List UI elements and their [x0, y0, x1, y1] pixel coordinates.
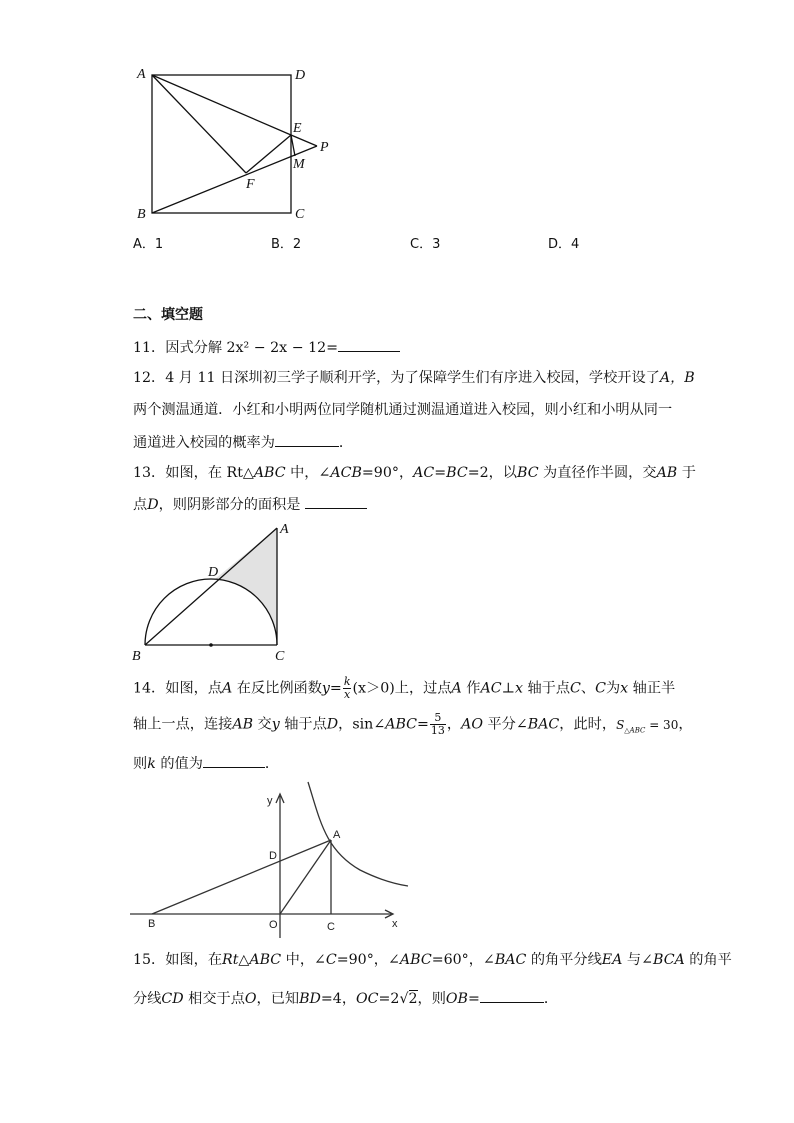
label-d: D: [269, 850, 277, 862]
question-14-line3: 则k 的值为 ．: [133, 753, 279, 774]
option-b: B．2: [271, 237, 302, 252]
segment-ep: [291, 135, 317, 146]
label-d: D: [208, 565, 219, 580]
figure-hyperbola: [130, 780, 410, 945]
label-c: C: [327, 921, 335, 933]
label-b: B: [137, 207, 146, 222]
question-11: 11．因式分解 2x² − 2x − 12=: [133, 337, 400, 358]
question-15-line1: 15．如图，在Rt△ABC 中，∠C=90°，∠ABC=60°，∠BAC 的角平分线EA 与∠BCA 的角平: [133, 952, 732, 968]
label-b: B: [148, 918, 156, 930]
question-13-line1: 13．如图，在 Rt△ABC 中，∠ACB=90°，AC=BC=2，以BC 为直径作半圆，交AB 于: [133, 465, 696, 481]
segment-af: [152, 75, 246, 173]
label-c: C: [275, 649, 285, 664]
answer-blank-12[interactable]: [275, 432, 339, 447]
question-14-line1: 14．如图，点A 在反比例函数y= $\frac{k}{x}$ (x＞0)上，过点A 作AC⊥x 轴于点C、C为x 轴正半: [133, 675, 676, 701]
sqrt-symbol: √2: [399, 991, 418, 1007]
fraction-5-over-13: $\frac{5}{13}$: [430, 711, 445, 737]
option-c: C．3: [410, 237, 441, 252]
label-b: B: [132, 649, 141, 664]
figure-semicircle: [130, 518, 300, 668]
option-a: A．1: [133, 237, 164, 252]
label-e: E: [293, 121, 302, 136]
label-c: C: [295, 207, 305, 222]
answer-blank-13[interactable]: [305, 494, 367, 509]
label-y: y: [267, 795, 273, 807]
answer-blank-11[interactable]: [338, 337, 400, 352]
label-p: P: [320, 140, 329, 155]
label-a: A: [333, 829, 341, 841]
question-12-line2: 两个测温通道．小红和小明两位同学随机通过测温通道进入校园，则小红和小明从同一: [133, 402, 673, 418]
fraction-k-over-x: $\frac{k}{x}$: [343, 675, 351, 701]
section-title: 二、填空题: [133, 307, 203, 323]
label-m: M: [293, 157, 305, 172]
segment-ae: [152, 75, 291, 135]
figure-square-abcd: [125, 60, 345, 225]
shaded-region: [215, 528, 277, 645]
question-15-line2: 分线CD 相交于点O，已知BD=4，OC=2√2，则OB= ．: [133, 988, 558, 1009]
label-o: O: [269, 919, 278, 931]
square-outline: [152, 75, 291, 213]
label-d: D: [295, 68, 306, 83]
label-a: A: [137, 67, 146, 82]
label-f: F: [246, 177, 255, 192]
question-12-line3: 通道进入校园的概率为 ．: [133, 432, 353, 453]
label-x: x: [392, 918, 398, 930]
answer-blank-14[interactable]: [203, 753, 265, 768]
segment-ba: [152, 840, 331, 914]
question-12-line1: 12．4 月 11 日深圳初三学子顺利开学，为了保障学生们有序进入校园，学校开设了A，B: [133, 370, 695, 386]
answer-blank-15[interactable]: [480, 988, 544, 1003]
label-a: A: [280, 522, 289, 537]
hyperbola-curve: [308, 782, 408, 886]
question-14-line2: 轴上一点，连接AB 交y 轴于点D，sin∠ABC= $\frac{5}{13}$ ，AO 平分∠BAC，此时，$S_{\triangle ABC} = 30$，: [133, 711, 693, 737]
center-point: [209, 643, 213, 647]
question-13-line2: 点D，则阴影部分的面积是: [133, 494, 367, 515]
area-expression: $S_{\triangle ABC} = 30$: [616, 717, 679, 734]
option-d: D．4: [548, 237, 580, 252]
segment-fe: [246, 135, 291, 173]
